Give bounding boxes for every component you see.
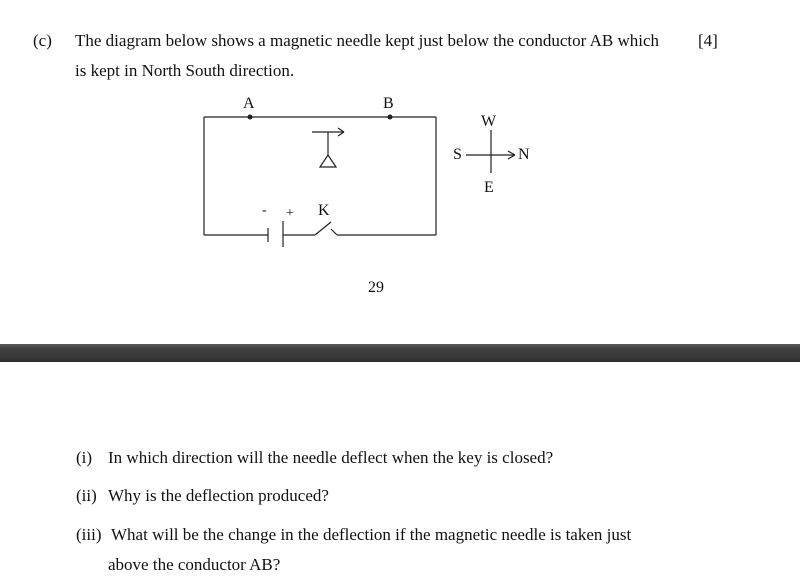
question-number: (c) — [33, 31, 52, 50]
key-switch-contact — [331, 229, 337, 235]
point-a-label: A — [243, 95, 255, 112]
needle-arrow-tip-lower — [338, 132, 344, 136]
compass-south-label: S — [453, 146, 462, 163]
needle-base — [320, 155, 336, 167]
point-b-dot — [388, 115, 393, 120]
sub-question-iii-continuation: above the conductor AB? — [108, 555, 281, 574]
key-switch-lever — [315, 222, 331, 235]
sub-question-ii-text: Why is the deflection produced? — [108, 486, 329, 505]
sub-question-ii-number: (ii) — [76, 486, 97, 505]
marks-label: [4] — [698, 31, 718, 50]
page-separator — [0, 344, 800, 362]
compass-north-arrow-lower — [508, 155, 515, 159]
key-label: K — [318, 202, 330, 219]
question-text-line2: is kept in North South direction. — [75, 61, 295, 80]
compass-north-label: N — [518, 146, 530, 163]
sub-question-i-text: In which direction will the needle deflect when the key is closed? — [108, 448, 554, 467]
sub-question-iii-number: (iii) — [76, 525, 102, 544]
point-b-label: B — [383, 95, 394, 112]
battery-plus-label: + — [286, 206, 294, 221]
point-a-dot — [248, 115, 253, 120]
compass-east-label: E — [484, 179, 494, 196]
page-number: 29 — [368, 279, 384, 296]
question-text-line1: The diagram below shows a magnetic needle kept just below the conductor AB which — [75, 31, 659, 50]
compass-west-label: W — [481, 113, 497, 130]
battery-minus-label: - — [262, 203, 267, 218]
sub-question-i-number: (i) — [76, 448, 93, 467]
sub-question-iii-text: What will be the change in the deflection if the magnetic needle is taken just — [111, 525, 632, 544]
